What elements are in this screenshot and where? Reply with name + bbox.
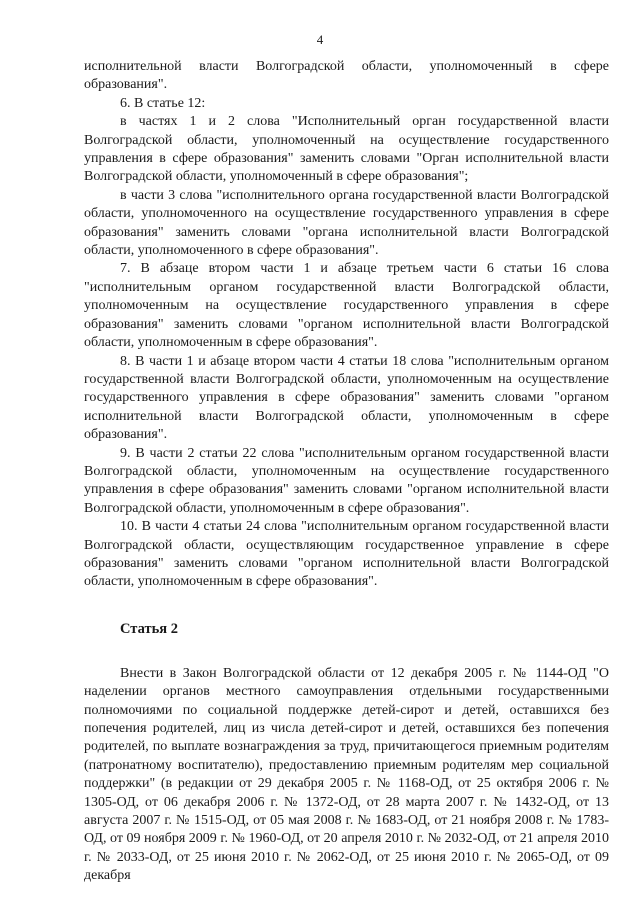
page-number: 4 xyxy=(316,32,324,47)
document-body xyxy=(84,58,609,886)
paragraph-10: 10. В части 4 статьи 24 слова "исполнительным органом государственной власти Волгоградской области, осуществляющим государственное управление в сфере образования" заменить словами "органом исполнительной власти Волгоградской области, уполномоченным в сфере образования". xyxy=(84,519,609,590)
paragraph-8: 8. В части 1 и абзаце втором части 4 статьи 18 слова "исполнительным органом государственной власти Волгоградской области, уполномоченным на осуществление государственного управления в сфере образования" заменить словами "органом исполнительной власти Волгоградской области, уполномоченным в сфере образования". xyxy=(84,353,609,443)
spacer xyxy=(84,638,609,665)
article-2-heading: Статья 2 xyxy=(120,620,178,637)
spacer xyxy=(84,592,609,620)
paragraph-6-b: в части 3 слова "исполнительного органа государственной власти Волгоградской области, уполномоченного на осуществление государственного управления в сфере образования" заменить словами "органа исполнительной власти Волгоградской области, уполномоченного в сфере образования". xyxy=(84,187,609,259)
article-2-paragraph-1: Внести в Закон Волгоградской области от 12 декабря 2005 г. № 1144-ОД "О наделении органов местного самоуправления отдельными государственными полномочиями по социальной поддержке детей-сирот и детей, оставшихся без попечения родителей, лиц из числа детей-сирот и детей, оставшихся без попечения родителей, по выплате вознаграждения за труд, причитающегося приемным родителям (патронатному воспитателю), предоставлению приемным родителям мер социальной поддержки" (в редакции от 29 декабря 2005 г. № 1168-ОД, от 25 октября 2006 г. № 1305-ОД, от 06 декабря 2006 г. № 1372-ОД, от 28 марта 2007 г. № 1432-ОД, от 13 августа 2007 г. № 1515-ОД, от 05 мая 2008 г. № 1683-ОД, от 21 ноября 2008 г. № 1783-ОД, от 09 ноября 2009 г. № 1960-ОД, от 20 апреля 2010 г. № 2032-ОД, от 21 апреля 2010 г. № 2033-ОД, от 25 июня 2010 г. № 2062-ОД, от 25 июня 2010 г. № 2065-ОД, от 09 декабря xyxy=(84,665,609,884)
paragraph-continuation: исполнительной власти Волгоградской области, уполномоченный в сфере образования". xyxy=(84,59,609,93)
paragraph-6-a: в частях 1 и 2 слова "Исполнительный орган государственной власти Волгоградской области, уполномоченный на осуществление государственного управления в сфере образования" заменить словами "Орган исполнительной власти Волгоградской области, уполномоченный в сфере образования"; xyxy=(84,114,609,185)
paragraph-6-intro: 6. В статье 12: xyxy=(120,95,206,111)
paragraph-9: 9. В части 2 статьи 22 слова "исполнительным органом государственной власти Волгоградской области, уполномоченным на осуществление государственного управления в сфере образования" заменить словами "органом исполнительной власти Волгоградской области, уполномоченным в сфере образования". xyxy=(84,445,609,516)
paragraph-7: 7. В абзаце втором части 1 и абзаце третьем части 6 статьи 16 слова "исполнительным органом государственной власти Волгоградской области, уполномоченным на осуществление государственного управления в сфере образования" заменить словами "органом исполнительной власти Волгоградской области, уполномоченным в сфере образования". xyxy=(84,261,609,351)
